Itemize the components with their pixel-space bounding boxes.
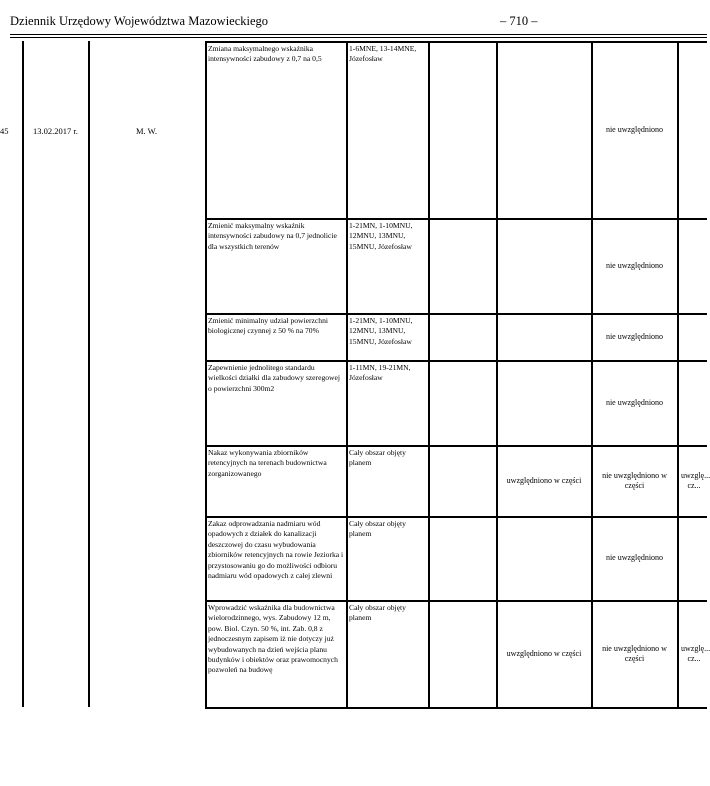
area-cell: 1-21MN, 1-10MNU, 12MNU, 13MNU, 15MNU, Józefosław <box>349 316 413 346</box>
row-divider <box>205 360 707 362</box>
decision-cell: nie uwzględniono <box>605 398 664 407</box>
area-cell: Cały obszar objęty planem <box>349 519 406 539</box>
column-divider <box>88 41 90 707</box>
column-divider <box>428 41 430 709</box>
remark-cell: Zapewnienie jednolitego standardu wielkości działki dla zabudowy szeregowej o powierzchni 300m2 <box>208 363 341 393</box>
decision-cell: nie uwzględniono <box>605 332 664 341</box>
row-divider <box>205 600 707 602</box>
row-divider <box>205 445 707 447</box>
resolution-cell: uwzględniono w części <box>506 649 582 658</box>
row-divider <box>205 313 707 315</box>
submission-number: 45 <box>0 126 9 136</box>
area-cell: 1-21MN, 1-10MNU, 12MNU, 13MNU, 15MNU, Józefosław <box>349 221 413 251</box>
column-divider <box>22 41 24 707</box>
page-header <box>10 14 707 34</box>
area-cell: Cały obszar objęty planem <box>349 448 406 468</box>
area-cell: 1-11MN, 19-21MN, Józefosław <box>349 363 411 383</box>
remark-cell: Zakaz odprowadzania nadmiaru wód opadowych z działek do kanalizacji deszczowej do czasu wybudowania zbiorników retencyjnych na rowie Jeziorka i przystosowaniu go do możliwości odbioru nadmiaru wód opadowych z całej zlewni <box>208 519 344 581</box>
submission-author: M. W. <box>136 126 158 136</box>
remark-cell: Zmiana maksymalnego wskaźnika intensywności zabudowy z 0,7 na 0,5 <box>208 44 322 64</box>
column-divider <box>496 41 498 709</box>
council-cell: uwzglę... cz... <box>681 471 710 490</box>
council-cell: uwzglę... cz... <box>681 644 710 663</box>
journal-title: Dziennik Urzędowy Województwa Mazowieckiego <box>10 14 269 28</box>
remark-cell: Zmienić minimalny udział powierzchni biologicznej czynnej z 50 % na 70% <box>208 316 328 336</box>
remark-cell: Nakaz wykonywania zbiorników retencyjnych na terenach budownictwa zorganizowanego <box>208 448 327 478</box>
decision-cell: nie uwzględniono <box>605 553 664 562</box>
area-cell: Cały obszar objęty planem <box>349 603 406 623</box>
header-rule <box>10 34 707 35</box>
page-number: – 710 – <box>500 14 538 28</box>
row-divider <box>205 707 707 709</box>
remark-cell: Zmienić maksymalny wskaźnik intensywności zabudowy na 0,7 jednolicie dla wszystkich terenów <box>208 221 337 251</box>
decision-cell: nie uwzględniono w części <box>602 471 667 490</box>
decision-cell: nie uwzględniono <box>605 261 664 270</box>
area-cell: 1-6MNE, 13-14MNE, Józefosław <box>349 44 417 64</box>
column-divider <box>677 41 679 709</box>
row-divider <box>205 41 707 43</box>
header-rule-double <box>10 37 707 38</box>
remark-cell: Wprowadzić wskaźnika dla budownictwa wielorodzinnego, wys. Zabudowy 12 m, pow. Biol. Czyn. 50 %, int. Zab. 0,8 z jednoczesnym zapisem iż nie dotyczy już wybudowanych na dzień wejścia planu budynków i obiektów oraz prawomocnych pozwoleń na budowę <box>208 603 338 675</box>
decision-cell: nie uwzględniono w części <box>602 644 667 663</box>
resolution-cell: uwzględniono w części <box>506 476 582 485</box>
column-divider <box>346 41 348 709</box>
row-divider <box>205 218 707 220</box>
decision-cell: nie uwzględniono <box>605 125 664 134</box>
column-divider <box>591 41 593 709</box>
column-divider <box>205 41 207 709</box>
submission-date: 13.02.2017 r. <box>33 126 78 136</box>
row-divider <box>205 516 707 518</box>
